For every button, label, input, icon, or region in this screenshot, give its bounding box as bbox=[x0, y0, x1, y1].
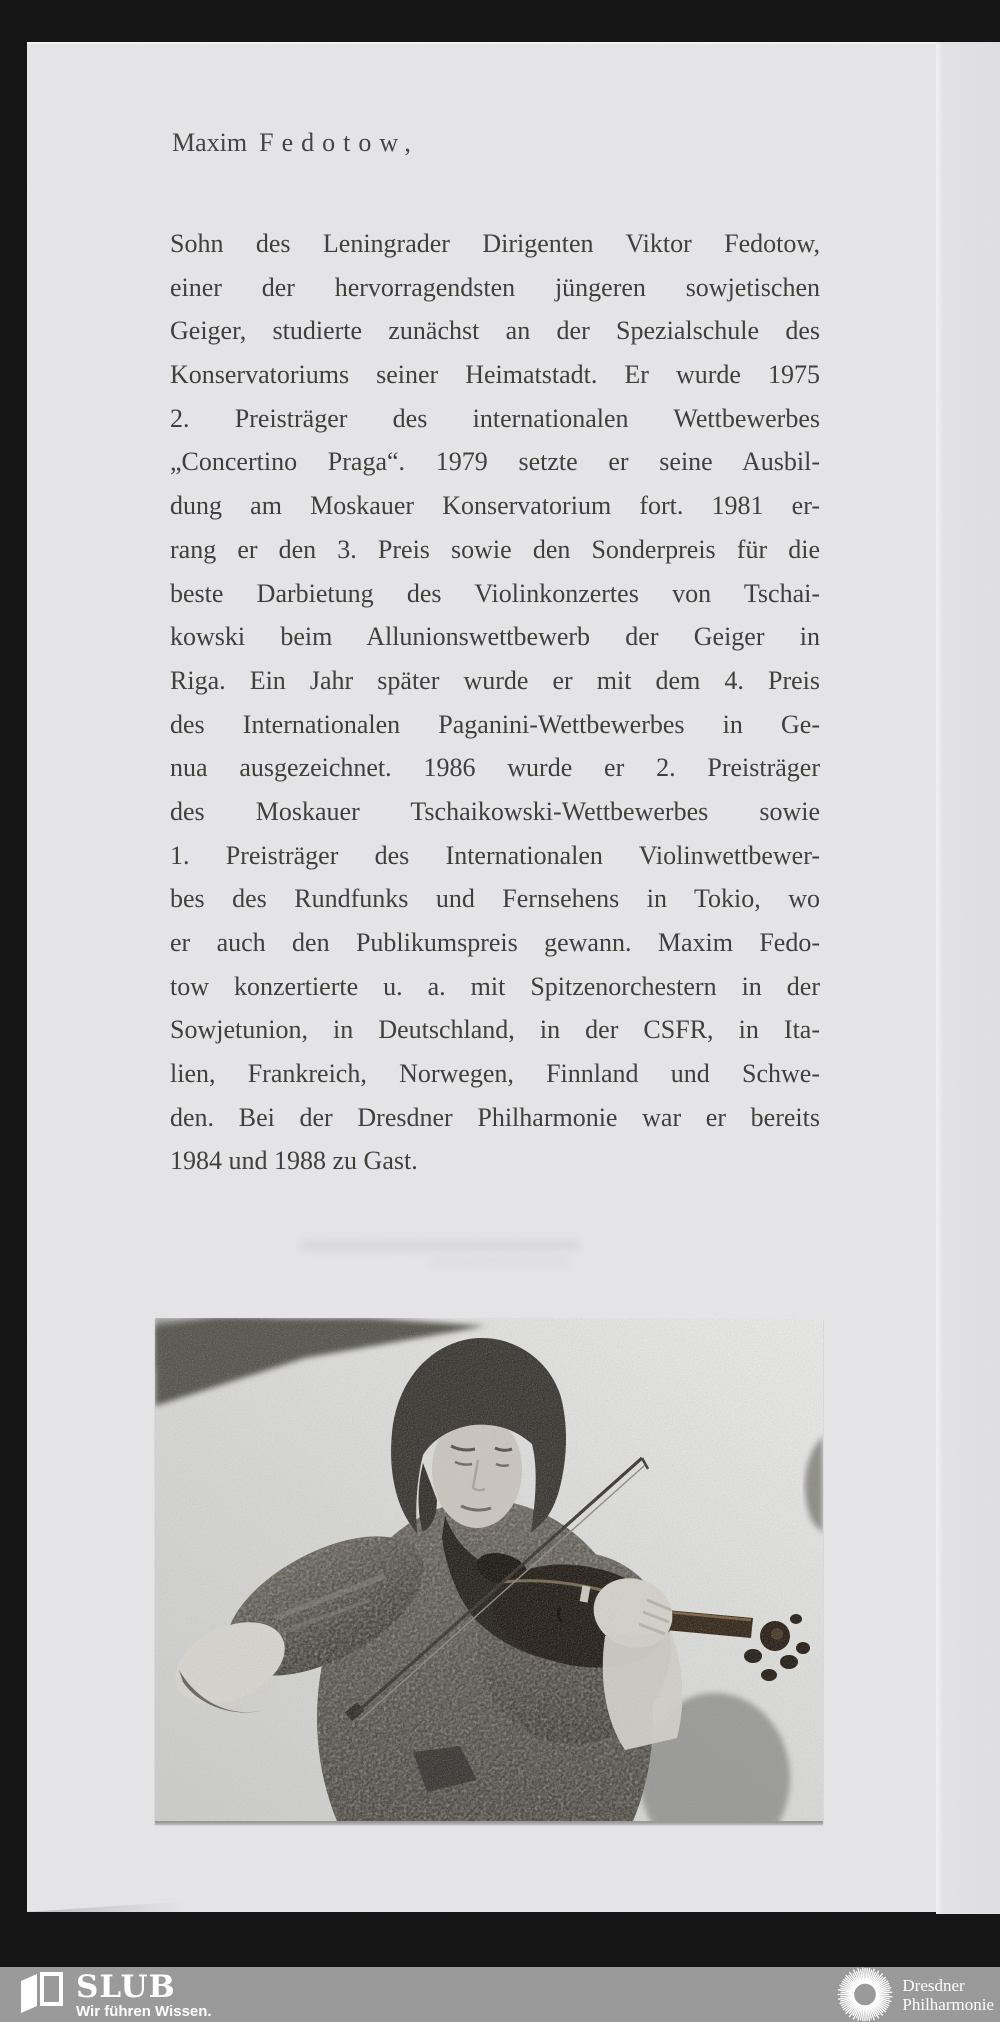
philharmonie-logo bbox=[836, 1967, 994, 2022]
philharmonie-logo-icon bbox=[836, 1967, 894, 2022]
text-line: dung am Moskauer Konservatorium fort. 1981 er- bbox=[170, 491, 820, 521]
viewer-footer bbox=[0, 1967, 1000, 2022]
text-line: 1984 und 1988 zu Gast. bbox=[170, 1146, 418, 1176]
text-line: einer der hervorragendsten jüngeren sowjetischen bbox=[170, 272, 820, 302]
text-line: lien, Frankreich, Norwegen, Finnland und Schwe- bbox=[170, 1059, 820, 1089]
title-surname: Fedotow, bbox=[259, 128, 419, 157]
page-fold-line bbox=[936, 42, 1000, 1914]
text-line: 2. Preisträger des internationalen Wettbewerbes bbox=[170, 403, 820, 433]
text-line: Riga. Ein Jahr später wurde er mit dem 4. Preis bbox=[170, 665, 820, 695]
violinist-photo-illustration bbox=[155, 1318, 823, 1823]
text-line: des Moskauer Tschaikowski-Wettbewerbes sowie bbox=[170, 796, 820, 826]
text-line: Sohn des Leningrader Dirigenten Viktor Fedotow, bbox=[170, 229, 820, 258]
text-line: des Internationalen Paganini-Wettbewerbes in Ge- bbox=[170, 709, 820, 739]
philharmonie-name-line2: Philharmonie bbox=[902, 1994, 994, 2014]
ink-bleed-smudge bbox=[300, 1240, 580, 1251]
text-line: Sowjetunion, in Deutschland, in der CSFR, in Ita- bbox=[170, 1015, 820, 1045]
text-line: den. Bei der Dresdner Philharmonie war er bereits bbox=[170, 1102, 820, 1132]
slub-wordmark: SLUB bbox=[76, 1969, 176, 2005]
slub-claim: Wir führen Wissen. bbox=[76, 2003, 212, 2020]
biography-text bbox=[170, 222, 820, 1183]
ink-bleed-smudge bbox=[430, 1258, 570, 1266]
text-line: Geiger, studierte zunächst an der Spezialschule des bbox=[170, 316, 820, 346]
text-line: „Concertino Praga“. 1979 setzte er seine Ausbil- bbox=[170, 447, 820, 477]
text-line: beste Darbietung des Violinkonzertes von Tschai- bbox=[170, 578, 820, 608]
page-title bbox=[172, 128, 419, 158]
title-first-name: Maxim bbox=[172, 128, 248, 157]
philharmonie-name-line1: Dresdner bbox=[902, 1975, 965, 1995]
slub-book-icon bbox=[18, 1971, 64, 2013]
portrait-photo bbox=[155, 1318, 823, 1823]
text-line: bes des Rundfunks und Fernsehens in Tokio, wo bbox=[170, 884, 820, 914]
text-line: 1. Preisträger des Internationalen Violinwettbewer- bbox=[170, 840, 820, 870]
text-line: rang er den 3. Preis sowie den Sonderpreis für die bbox=[170, 534, 820, 564]
text-line: tow konzertierte u. a. mit Spitzenorchestern in der bbox=[170, 971, 820, 1001]
text-line: kowski beim Allunionswettbewerb der Geiger in bbox=[170, 622, 820, 652]
text-line: Konservatoriums seiner Heimatstadt. Er wurde 1975 bbox=[170, 360, 820, 390]
text-line: nua ausgezeichnet. 1986 wurde er 2. Preisträger bbox=[170, 753, 820, 783]
text-line: er auch den Publikumspreis gewann. Maxim Fedo- bbox=[170, 928, 820, 957]
slub-logo bbox=[18, 1971, 212, 2020]
